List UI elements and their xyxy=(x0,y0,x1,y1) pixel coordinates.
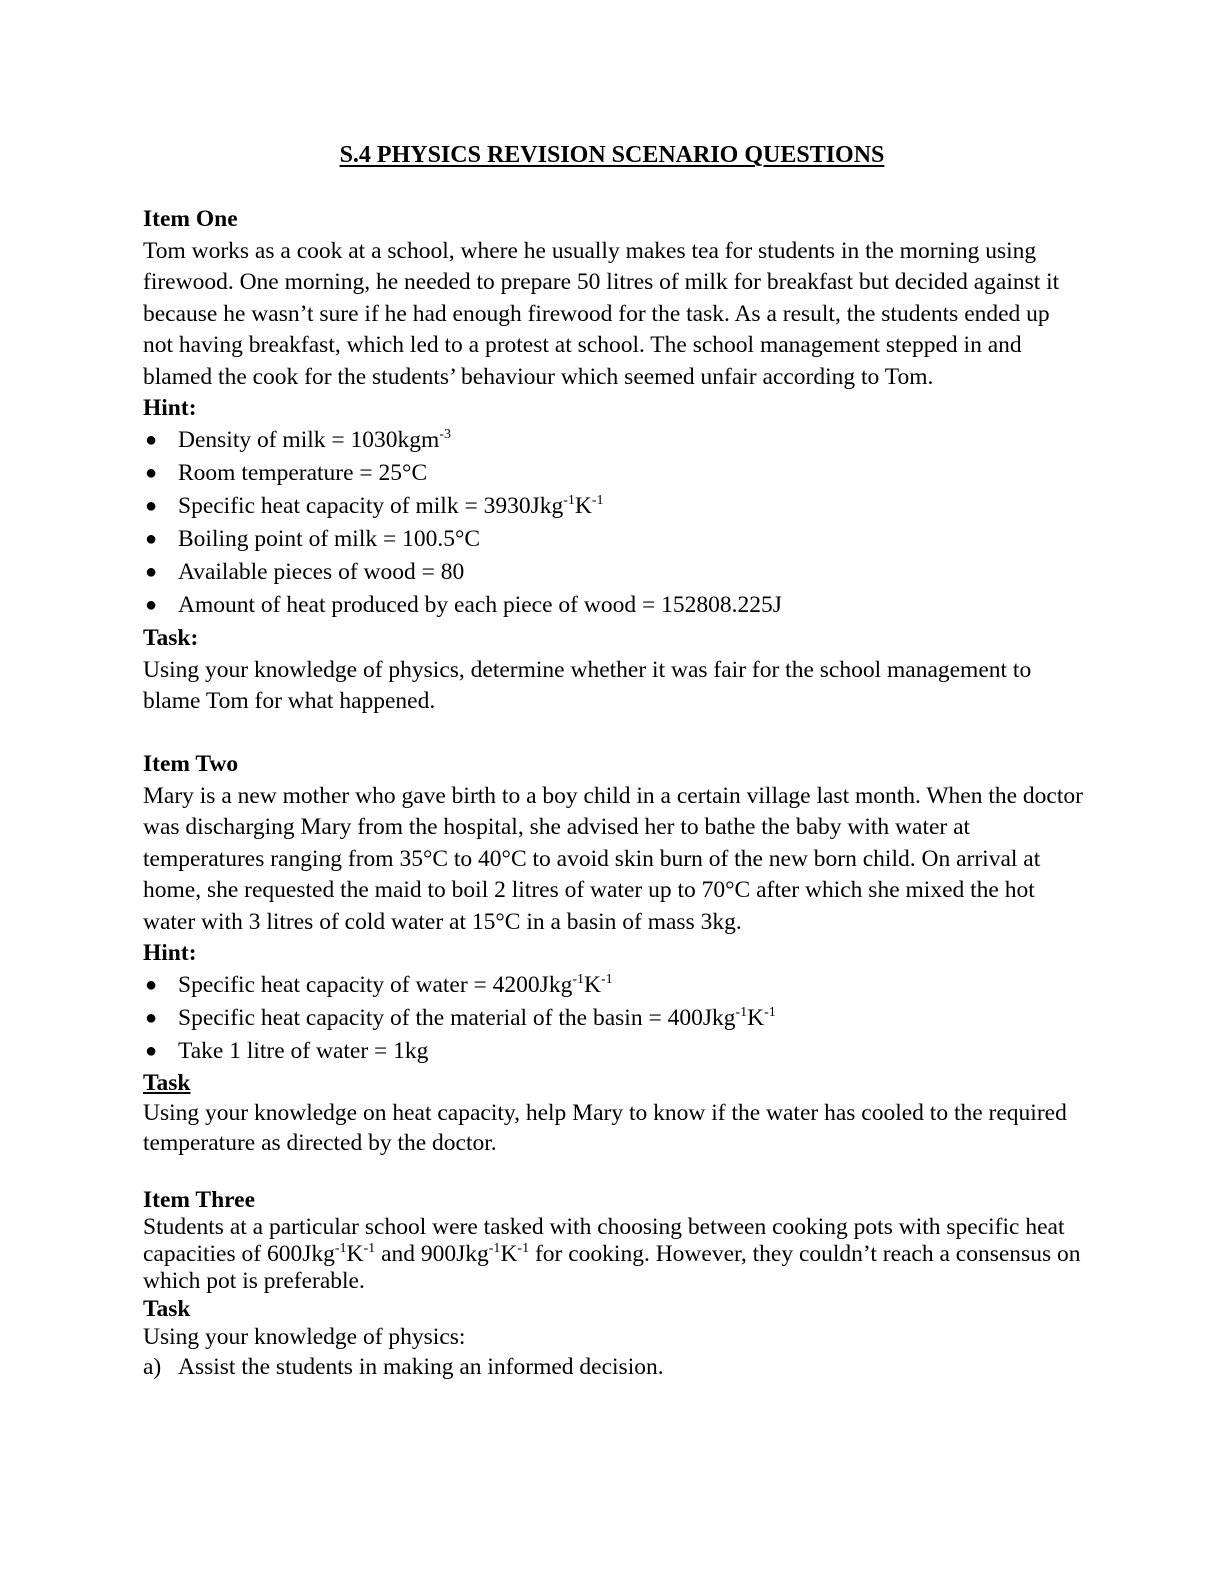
list-item: ● Specific heat capacity of water = $4200Jkg^{-1}K^{-1}$ xyxy=(143,969,1083,1002)
item-two-hint-list xyxy=(143,969,1083,1068)
item-one xyxy=(143,204,1083,425)
item-three xyxy=(143,1187,1083,1383)
item-three-task-label: Task xyxy=(143,1296,191,1322)
item-two-scenario: Mary is a new mother who gave birth to a boy child in a certain village last month. When the doctor was discharging Mary from the hospital, she advised her to bathe the baby with water at temperatures ranging from 35°C to 40°C to avoid skin burn of the new born child. On arrival at home, she requested the maid to boil 2 litres of water up to 70°C after which she mixed the hot water with 3 litres of cold water at 15°C in a basin of mass 3kg. xyxy=(143,782,1083,935)
item-two-hint-label: Hint: xyxy=(143,940,197,966)
item-one-task-label: Task: xyxy=(143,625,199,651)
bullet-icon: ● xyxy=(145,974,158,996)
list-marker: a) xyxy=(143,1354,162,1380)
list-item: ● Available pieces of wood = 80 xyxy=(143,556,1083,589)
list-item: ● Specific heat capacity of milk = $3930Jkg^{-1}K^{-1}$ xyxy=(143,490,1083,523)
item-three-scenario: Students at a particular school were tasked with choosing between cooking pots with specific heat capacities of $600Jkg^{-1}K^{-1}$ and $900Jkg^{-1}K^{-1}$ for cooking. However, they couldn’t reach a consensus on which pot is preferable. xyxy=(143,1214,1081,1294)
bullet-icon: ● xyxy=(145,1040,158,1062)
list-item: ● Amount of heat produced by each piece of wood = 152808.225J xyxy=(143,589,1083,622)
bullet-icon: ● xyxy=(145,594,158,616)
list-item: ● Room temperature = 25°C xyxy=(143,457,1083,490)
item-three-heading: Item Three xyxy=(143,1187,256,1213)
item-two-task-text: Using your knowledge on heat capacity, help Mary to know if the water has cooled to the required temperature as directed by the doctor. xyxy=(143,1100,1067,1156)
list-item xyxy=(143,1351,1083,1383)
list-item: ● Boiling point of milk = 100.5°C xyxy=(143,523,1083,556)
bullet-icon: ● xyxy=(145,561,158,583)
item-one-task xyxy=(143,623,1083,718)
list-item: ● Take 1 litre of water = 1kg xyxy=(143,1035,1083,1068)
item-two xyxy=(143,749,1083,970)
bullet-icon: ● xyxy=(145,429,158,451)
page-title: S.4 PHYSICS REVISION SCENARIO QUESTIONS xyxy=(339,142,885,168)
list-item: ● Specific heat capacity of the material of the $basin = 400Jkg^{-1}K^{-1}$ xyxy=(143,1002,1083,1035)
item-one-task-text: Using your knowledge of physics, determine whether it was fair for the school management to blame Tom for what happened. xyxy=(143,656,1032,714)
list-item: ● Density of milk = 1030kgm$^{-3}$ xyxy=(143,424,1083,457)
item-two-task-label: Task xyxy=(143,1070,191,1096)
item-one-heading: Item One xyxy=(143,206,238,232)
bullet-icon: ● xyxy=(145,528,158,550)
item-three-subtask: Assist the students in making an informed decision. xyxy=(178,1354,664,1380)
bullet-icon: ● xyxy=(145,462,158,484)
item-one-scenario: Tom works as a cook at a school, where he usually makes tea for students in the morning using firewood. One morning, he needed to prepare 50 litres of milk for breakfast but decided against it because he wasn’t sure if he had enough firewood for the task. As a result, the students ended up not having breakfast, which led to a protest at school. The school management stepped in and blamed the cook for the students’ behaviour which seemed unfair according to Tom. xyxy=(143,237,1060,390)
bullet-icon: ● xyxy=(145,1007,158,1029)
bullet-icon: ● xyxy=(145,495,158,517)
item-two-heading: Item Two xyxy=(143,751,239,777)
item-one-hint-list xyxy=(143,424,1083,622)
item-two-task xyxy=(143,1068,1083,1158)
item-one-hint-label: Hint: xyxy=(143,395,197,421)
item-three-task-intro: Using your knowledge of physics: xyxy=(143,1324,466,1350)
